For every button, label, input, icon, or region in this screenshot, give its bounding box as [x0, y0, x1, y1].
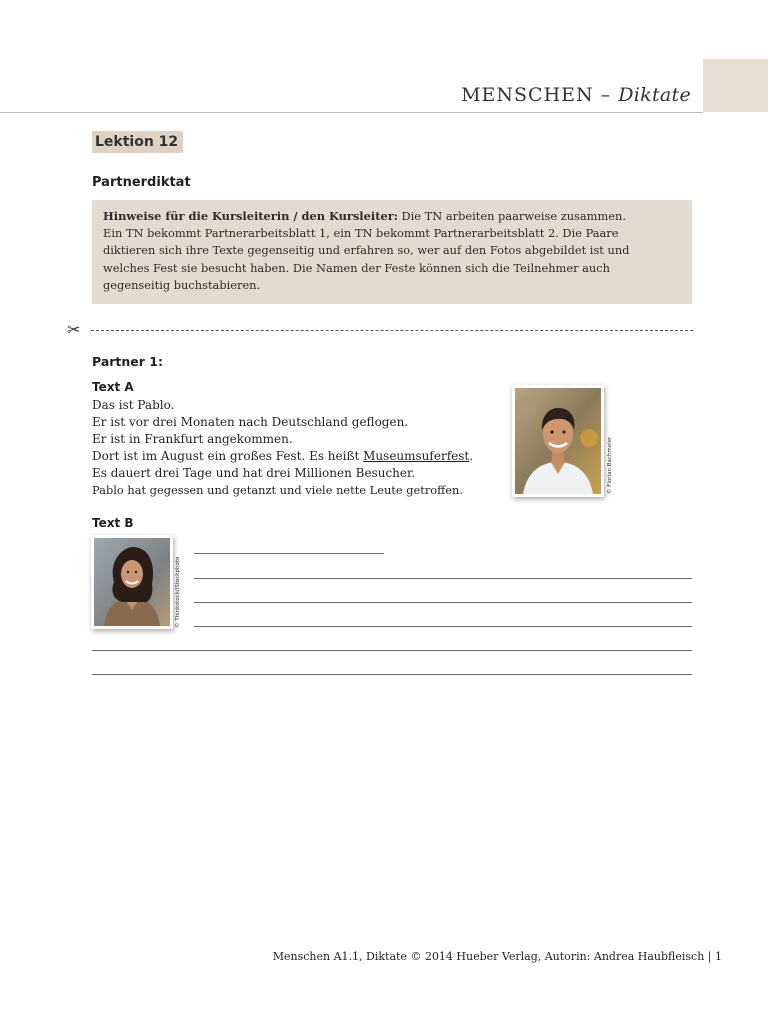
- writing-line-1[interactable]: [194, 553, 384, 554]
- text-a-line-3: Er ist in Frankfurt angekommen.: [92, 432, 293, 446]
- writing-line-2[interactable]: [194, 578, 692, 579]
- text-a-label: Text A: [92, 380, 134, 394]
- hint-line-1-rest: Die TN arbeiten paarweise zusammen.: [397, 209, 626, 223]
- text-a-line-5: Es dauert drei Tage und hat drei Millionen Besucher.: [92, 466, 416, 480]
- photo-pablo: [512, 385, 604, 497]
- title-italic: Diktate: [618, 84, 691, 106]
- page-title: [461, 84, 691, 106]
- scissors-icon: ✂: [67, 320, 81, 339]
- photo-woman-image: [94, 538, 170, 626]
- writing-line-4[interactable]: [194, 626, 692, 627]
- title-main: MENSCHEN –: [461, 84, 612, 106]
- partner-title: Partner 1:: [92, 354, 163, 369]
- hint-line-1: [103, 208, 682, 225]
- writing-line-5[interactable]: [92, 650, 692, 651]
- corner-tab: [703, 59, 768, 112]
- text-b-label: Text B: [92, 516, 134, 530]
- writing-line-6[interactable]: [92, 674, 692, 675]
- photo-woman: [91, 535, 173, 629]
- section-title: Partnerdiktat: [92, 175, 191, 190]
- teacher-hint-box: [92, 200, 692, 304]
- photo-credit-pablo: © Florian Bachmeier: [607, 436, 613, 494]
- text-a-line-1: Das ist Pablo.: [92, 398, 175, 412]
- hint-line-2: Ein TN bekommt Partnerarbeitsblatt 1, ein TN bekommt Partnerarbeitsblatt 2. Die Paare: [103, 226, 619, 241]
- hint-bold-lead: Hinweise für die Kursleiterin / den Kursleiter:: [103, 209, 398, 223]
- hint-line-3: diktieren sich ihre Texte gegenseitig und erfahren so, wer auf den Fotos abgebildet ist und: [103, 243, 630, 258]
- cut-line: [91, 330, 693, 331]
- photo-credit-woman: © Thinkstock/iStockphoto: [175, 556, 181, 628]
- hint-line-4: welches Fest sie besucht haben. Die Namen der Feste können sich die Teilnehmer auch: [103, 260, 610, 275]
- text-a-line-4-end: .: [469, 449, 474, 463]
- hint-line-5: gegenseitig buchstabieren.: [103, 277, 261, 292]
- man-portrait: [515, 388, 601, 494]
- woman-portrait: [94, 538, 170, 626]
- festival-name: Museumsuferfest: [363, 449, 470, 463]
- header-divider: [0, 112, 703, 113]
- lesson-tag: Lektion 12: [92, 131, 183, 153]
- text-a-line-2: Er ist vor drei Monaten nach Deutschland geflogen.: [92, 415, 409, 429]
- text-a-line-4-start: Dort ist im August ein großes Fest. Es heißt: [92, 449, 364, 463]
- text-a-body: [92, 397, 473, 499]
- text-a-line-4: [92, 448, 473, 465]
- page-footer: Menschen A1.1, Diktate © 2014 Hueber Verlag, Autorin: Andrea Haubfleisch | 1: [272, 950, 722, 963]
- text-a-line-6: Pablo hat gegessen und getanzt und viele nette Leute getroffen.: [92, 483, 463, 497]
- photo-pablo-image: [515, 388, 601, 494]
- writing-line-3[interactable]: [194, 602, 692, 603]
